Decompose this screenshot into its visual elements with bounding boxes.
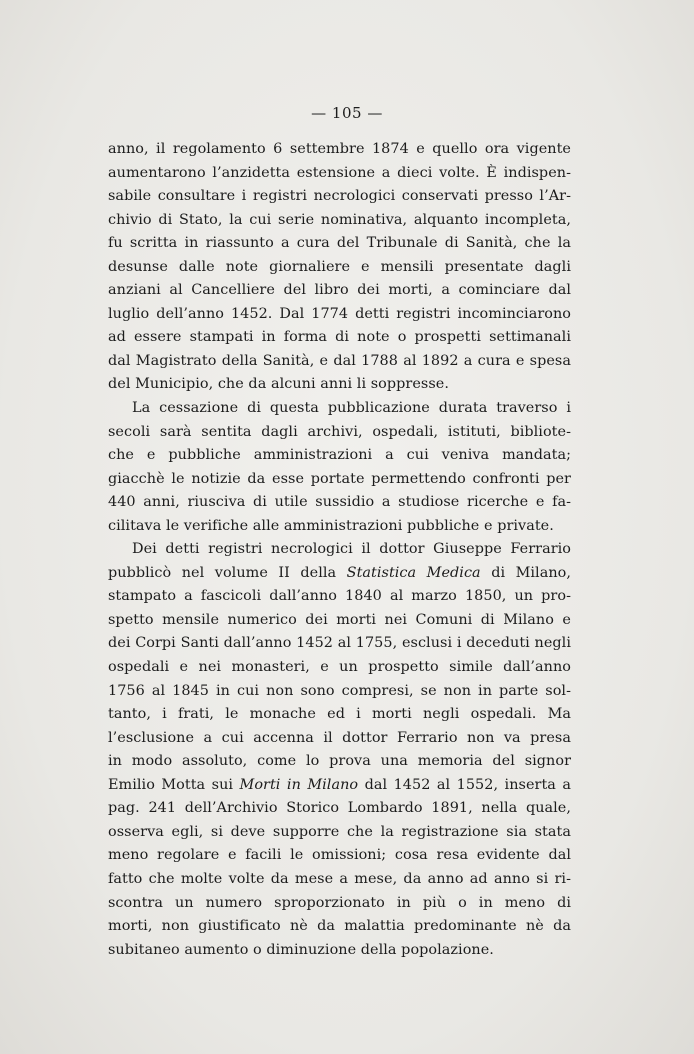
text-line: del Municipio, che da alcuni anni li soppresse. (108, 376, 449, 393)
text-line: dei Corpi Santi dall’anno 1452 al 1755, esclusi i deceduti negli (108, 635, 571, 652)
text-line: osserva egli, si deve supporre che la registrazione sia stata (108, 823, 571, 840)
text-line: pag. 241 dell’Archivio Storico Lombardo 1891, nella quale, (108, 800, 571, 817)
text-line: in modo assoluto, come lo prova una memoria del signor (108, 753, 571, 770)
text-line: fatto che molte volte da mese a mese, da anno ad anno si ri- (108, 870, 571, 887)
text-line: 1756 al 1845 in cui non sono compresi, se non in parte sol- (108, 682, 571, 699)
text-run: pubblicò nel volume II della (108, 564, 347, 581)
text-line: anno, il regolamento 6 settembre 1874 e quello ora vigente (108, 141, 571, 157)
text-line: scontra un numero sproporzionato in più o in meno di (108, 894, 571, 911)
body-text (108, 138, 571, 962)
text-line: sabile consultare i registri necrologici conservati presso l’Ar- (108, 188, 571, 205)
text-line: Dei detti registri necrologici il dottor Giuseppe Ferrario (132, 541, 571, 558)
italic-title: Statistica Medica (346, 564, 481, 581)
text-line: ad essere stampati in forma di note o prospetti settimanali (108, 329, 571, 346)
text-run: dal 1452 al 1552, inserta a (358, 776, 571, 793)
text-line: fu scritta in riassunto a cura del Tribunale di Sanità, che la (108, 235, 571, 252)
text-line: dal Magistrato della Sanità, e dal 1788 al 1892 a cura e spesa (108, 352, 571, 369)
text-line: secoli sarà sentita dagli archivi, ospedali, istituti, bibliote- (108, 423, 571, 440)
text-line: anziani al Cancelliere del libro dei morti, a cominciare dal (108, 282, 571, 299)
text-line: luglio dell’anno 1452. Dal 1774 detti registri incominciarono (108, 305, 571, 322)
italic-title: Morti in Milano (239, 776, 359, 793)
text-line-with-italic (108, 774, 571, 798)
text-line: stampato a fascicoli dall’anno 1840 al marzo 1850, un pro- (108, 588, 571, 605)
text-line: giacchè le notizie da esse portate permettendo confronti per (108, 470, 571, 487)
text-run: di Milano, (480, 564, 571, 581)
text-line: La cessazione di questa pubblicazione durata traverso i (132, 400, 571, 417)
text-line: desunse dalle note giornaliere e mensili presentate dagli (108, 258, 571, 275)
text-run: Emilio Motta sui (108, 776, 240, 793)
text-line: aumentarono l’anzidetta estensione a dieci volte. È indispen- (108, 164, 571, 181)
text-line: 440 anni, riusciva di utile sussidio a studiose ricerche e fa- (108, 494, 571, 511)
page-number: — 105 — (311, 104, 383, 122)
text-line: chivio di Stato, la cui serie nominativa, alquanto incompleta, (108, 211, 571, 228)
text-line: spetto mensile numerico dei morti nei Comuni di Milano e (108, 611, 571, 628)
text-line: morti, non giustificato nè da malattia predominante nè da (108, 918, 571, 935)
text-line: tanto, i frati, le monache ed i morti negli ospedali. Ma (108, 706, 571, 723)
text-line: ospedali e nei monasteri, e un prospetto simile dall’anno (108, 659, 571, 676)
text-line: subitaneo aumento o diminuzione della popolazione. (108, 941, 494, 958)
text-line: meno regolare e facili le omissioni; cosa resa evidente dal (108, 847, 571, 864)
text-line: che e pubbliche amministrazioni a cui veniva mandata; (108, 447, 571, 464)
text-line: cilitava le verifiche alle amministrazioni pubbliche e private. (108, 517, 554, 534)
text-line-with-italic (108, 562, 571, 586)
text-line: l’esclusione a cui accenna il dottor Ferrario non va presa (108, 729, 571, 746)
